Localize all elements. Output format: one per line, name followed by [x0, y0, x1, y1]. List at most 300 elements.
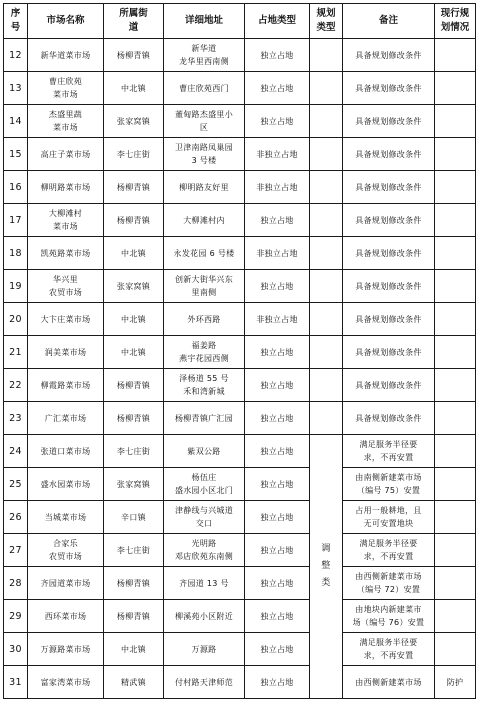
street — [104, 402, 164, 435]
note-line: 具备规划修改条件 — [355, 314, 422, 324]
row-number: 16 — [4, 171, 28, 204]
market-name — [28, 270, 104, 303]
address-line: 董甸路杰盛里小 — [174, 110, 234, 119]
row-number: 25 — [4, 468, 28, 501]
current-plan-status — [435, 72, 476, 105]
address-line: 永发花园 6 号楼 — [173, 248, 235, 258]
note-line: 求，不再安置 — [363, 651, 414, 660]
row-number: 22 — [4, 369, 28, 402]
row-number: 12 — [4, 39, 28, 72]
market-name-line: 杰盛里蔬 — [48, 110, 83, 119]
address — [164, 270, 245, 303]
current-plan-status — [435, 237, 476, 270]
market-name — [28, 138, 104, 171]
note-line: （编号 75）安置 — [356, 486, 421, 495]
street-line: 杨柳青镇 — [116, 215, 151, 225]
land-type: 独立占地 — [245, 435, 310, 468]
street-line: 杨柳青镇 — [116, 380, 151, 390]
table-row — [4, 600, 476, 633]
row-number: 14 — [4, 105, 28, 138]
street-line: 李七庄街 — [116, 446, 151, 456]
market-name-line: 盛水园菜市场 — [40, 479, 91, 489]
market-name-line: 农贸市场 — [48, 552, 83, 561]
street-line: 精武镇 — [121, 677, 146, 687]
market-name-line: 当城菜市场 — [44, 512, 87, 522]
current-plan-status: 防护 — [435, 666, 476, 699]
address — [164, 501, 245, 534]
plan-type-char: 调 — [321, 544, 331, 554]
row-number: 23 — [4, 402, 28, 435]
market-name-line: 菜市场 — [53, 123, 78, 132]
market-name — [28, 468, 104, 501]
land-type: 独立占地 — [245, 72, 310, 105]
note-line: 具备规划修改条件 — [355, 413, 422, 423]
note — [343, 468, 435, 501]
address-line: 付村路天津师范 — [174, 677, 234, 687]
note-line: 具备规划修改条件 — [355, 248, 422, 258]
note-line: 具备规划修改条件 — [355, 380, 422, 390]
address — [164, 204, 245, 237]
market-name — [28, 105, 104, 138]
market-name — [28, 39, 104, 72]
note — [343, 72, 435, 105]
address-line: 燕宇花园西侧 — [179, 354, 229, 363]
header-current-plan — [435, 4, 476, 39]
address-line: 里南侧 — [191, 288, 217, 297]
current-plan-status — [435, 435, 476, 468]
street — [104, 666, 164, 699]
plan-type — [310, 270, 343, 303]
street — [104, 39, 164, 72]
note-line: 求，不再安置 — [363, 453, 414, 462]
land-type: 独立占地 — [245, 336, 310, 369]
note-line: 满足服务半径要 — [359, 638, 418, 647]
land-type: 非独立占地 — [245, 171, 310, 204]
table-row — [4, 435, 476, 468]
address-line: 创新大街华兴东 — [174, 275, 234, 284]
table-row — [4, 303, 476, 336]
market-name — [28, 567, 104, 600]
table-row — [4, 666, 476, 699]
current-plan-status — [435, 633, 476, 666]
market-name-line: 大柳滩村 — [48, 209, 83, 218]
current-plan-status — [435, 105, 476, 138]
header-market-name — [28, 4, 104, 39]
note — [343, 567, 435, 600]
market-name-line: 万源路菜市场 — [40, 644, 91, 654]
street — [104, 567, 164, 600]
table-row — [4, 237, 476, 270]
address — [164, 336, 245, 369]
street-line: 杨柳青镇 — [116, 578, 151, 588]
plan-type — [310, 171, 343, 204]
street — [104, 303, 164, 336]
note-line: 具备规划修改条件 — [355, 281, 422, 291]
table-row — [4, 72, 476, 105]
market-name-line: 富家湾菜市场 — [40, 677, 91, 687]
street — [104, 435, 164, 468]
note-line: 具备规划修改条件 — [355, 149, 422, 159]
street-line: 张家窝镇 — [116, 281, 151, 291]
address-line: 盛水园小区北门 — [174, 486, 234, 495]
table-row — [4, 336, 476, 369]
note — [343, 237, 435, 270]
land-type: 独立占地 — [245, 567, 310, 600]
address — [164, 138, 245, 171]
address-line: 柳溪苑小区附近 — [174, 611, 234, 621]
current-plan-status — [435, 567, 476, 600]
current-plan-status — [435, 303, 476, 336]
land-type: 独立占地 — [245, 39, 310, 72]
address-line: 大柳滩村内 — [183, 215, 225, 225]
address — [164, 72, 245, 105]
note-line: 场（编号 76）安置 — [352, 618, 425, 627]
current-plan-status — [435, 171, 476, 204]
land-type: 独立占地 — [245, 105, 310, 138]
note-line: 具备规划修改条件 — [355, 215, 422, 225]
address-line: 外环西路 — [187, 314, 221, 324]
header-land-type — [245, 4, 310, 39]
current-plan-status — [435, 336, 476, 369]
street — [104, 171, 164, 204]
header-line: 市场名称 — [46, 15, 85, 26]
note — [343, 435, 435, 468]
row-number: 27 — [4, 534, 28, 567]
current-plan-status — [435, 270, 476, 303]
street-line: 中北镇 — [121, 314, 146, 324]
header-line: 类型 — [316, 22, 336, 33]
market-name — [28, 303, 104, 336]
current-plan-status — [435, 534, 476, 567]
market-name-line: 菜市场 — [53, 90, 78, 99]
land-type: 独立占地 — [245, 204, 310, 237]
market-name-line: 西环菜市场 — [44, 611, 87, 621]
market-name — [28, 402, 104, 435]
street-line: 杨柳青镇 — [116, 182, 151, 192]
address — [164, 468, 245, 501]
market-name — [28, 600, 104, 633]
note-line: 由南侧新建菜市场 — [355, 473, 422, 482]
plan-type — [310, 369, 343, 402]
table-row — [4, 468, 476, 501]
market-name-line: 柳霞路菜市场 — [40, 380, 91, 390]
note-line: 求，不再安置 — [363, 552, 414, 561]
table-container — [3, 3, 476, 699]
street-line: 中北镇 — [121, 347, 146, 357]
note — [343, 633, 435, 666]
street-line: 杨柳青镇 — [116, 611, 151, 621]
street-line: 中北镇 — [121, 644, 146, 654]
plan-type — [310, 303, 343, 336]
market-name-line: 农贸市场 — [48, 288, 83, 297]
row-number: 26 — [4, 501, 28, 534]
address-line: 新华道 — [191, 44, 217, 53]
row-number: 13 — [4, 72, 28, 105]
note-line: 具备规划修改条件 — [355, 347, 422, 357]
plan-type — [310, 237, 343, 270]
table-row — [4, 534, 476, 567]
land-type: 独立占地 — [245, 600, 310, 633]
plan-type-char: 类 — [321, 578, 331, 588]
note-line: 无可安置地块 — [363, 519, 414, 528]
table-row — [4, 105, 476, 138]
plan-type — [310, 336, 343, 369]
address-line: 龙华里西南侧 — [179, 57, 229, 66]
street-line: 中北镇 — [121, 248, 146, 258]
header-address — [164, 4, 245, 39]
address — [164, 567, 245, 600]
header-line: 详细地址 — [184, 15, 223, 26]
address-line: 3 号楼 — [191, 156, 217, 165]
plan-type-adjust — [310, 435, 343, 699]
note-line: 具备规划修改条件 — [355, 116, 422, 126]
street-line: 中北镇 — [121, 83, 146, 93]
address — [164, 435, 245, 468]
land-type: 独立占地 — [245, 369, 310, 402]
street — [104, 204, 164, 237]
header-note — [343, 4, 435, 39]
note-line: 由西侧新建菜市场 — [355, 677, 422, 687]
header-line: 道 — [128, 22, 139, 33]
market-name — [28, 171, 104, 204]
note — [343, 39, 435, 72]
street-line: 李七庄街 — [116, 149, 151, 159]
land-type: 独立占地 — [245, 666, 310, 699]
market-name — [28, 72, 104, 105]
row-number: 24 — [4, 435, 28, 468]
plan-type — [310, 138, 343, 171]
land-type: 独立占地 — [245, 501, 310, 534]
row-number: 19 — [4, 270, 28, 303]
street-line: 张家窝镇 — [116, 479, 151, 489]
table-body — [4, 39, 476, 699]
row-number: 18 — [4, 237, 28, 270]
street — [104, 501, 164, 534]
street-line: 辛口镇 — [121, 512, 146, 522]
street — [104, 600, 164, 633]
plan-type — [310, 204, 343, 237]
market-name-line: 凯苑路菜市场 — [40, 248, 91, 258]
current-plan-status — [435, 468, 476, 501]
plan-type — [310, 72, 343, 105]
header-line: 占地类型 — [257, 15, 296, 26]
row-number: 30 — [4, 633, 28, 666]
market-name-line: 齐园道菜市场 — [40, 578, 91, 588]
market-name-line: 华兴里 — [53, 275, 78, 284]
note — [343, 666, 435, 699]
market-name — [28, 633, 104, 666]
street — [104, 138, 164, 171]
current-plan-status — [435, 369, 476, 402]
land-type: 独立占地 — [245, 270, 310, 303]
row-number: 17 — [4, 204, 28, 237]
address — [164, 633, 245, 666]
note — [343, 171, 435, 204]
address — [164, 303, 245, 336]
market-name-line: 曹庄欣苑 — [48, 77, 83, 86]
land-type: 非独立占地 — [245, 237, 310, 270]
note — [343, 402, 435, 435]
address-line: 交口 — [195, 519, 213, 528]
table-row — [4, 633, 476, 666]
address-line: 禾和湾新城 — [183, 387, 225, 396]
street-line: 杨柳青镇 — [116, 50, 151, 60]
market-name — [28, 666, 104, 699]
market-name — [28, 369, 104, 402]
street — [104, 633, 164, 666]
address-line: 光明路 — [191, 539, 217, 548]
current-plan-status — [435, 501, 476, 534]
street — [104, 534, 164, 567]
table-row — [4, 39, 476, 72]
header-line: 备注 — [378, 15, 398, 26]
note — [343, 534, 435, 567]
address — [164, 237, 245, 270]
row-number: 31 — [4, 666, 28, 699]
row-number: 21 — [4, 336, 28, 369]
table-row — [4, 204, 476, 237]
market-name — [28, 534, 104, 567]
header-line: 序 — [10, 8, 21, 19]
market-table — [3, 3, 476, 699]
address-line: 福姜路 — [191, 341, 217, 350]
address-line: 柳明路友好里 — [179, 182, 229, 192]
note — [343, 138, 435, 171]
street-line: 张家窝镇 — [116, 116, 151, 126]
header-no — [4, 4, 28, 39]
header-plan-type — [310, 4, 343, 39]
row-number: 29 — [4, 600, 28, 633]
note-line: 由西侧新建菜市场 — [355, 572, 422, 581]
address-line: 齐园道 13 号 — [179, 578, 229, 588]
note-line: 满足服务半径要 — [359, 440, 418, 449]
street-line: 杨柳青镇 — [116, 413, 151, 423]
market-name-line: 新华道菜市场 — [40, 50, 91, 60]
address — [164, 600, 245, 633]
market-name — [28, 336, 104, 369]
land-type: 非独立占地 — [245, 303, 310, 336]
street — [104, 336, 164, 369]
street — [104, 105, 164, 138]
address-line: 区 — [199, 123, 209, 132]
street — [104, 369, 164, 402]
market-name — [28, 501, 104, 534]
market-name — [28, 435, 104, 468]
note-line: 具备规划修改条件 — [355, 182, 422, 192]
address-line: 杨柳青镇广汇园 — [174, 413, 234, 423]
current-plan-status — [435, 600, 476, 633]
header-line: 现行规 — [440, 8, 470, 19]
note — [343, 105, 435, 138]
market-name-line: 合家乐 — [53, 539, 78, 548]
address — [164, 39, 245, 72]
address-line: 泽杨道 55 号 — [179, 374, 229, 383]
market-name-line: 柳明路菜市场 — [40, 182, 91, 192]
note-line: 满足服务半径要 — [359, 539, 418, 548]
address — [164, 369, 245, 402]
land-type: 非独立占地 — [245, 138, 310, 171]
address-line: 杨伍庄 — [191, 473, 217, 482]
note — [343, 303, 435, 336]
header-line: 划情况 — [440, 22, 470, 33]
market-name-line: 大卞庄菜市场 — [40, 314, 91, 324]
table-row — [4, 402, 476, 435]
table-row — [4, 270, 476, 303]
table-row — [4, 138, 476, 171]
address-line: 万源路 — [191, 644, 217, 654]
note — [343, 369, 435, 402]
note — [343, 501, 435, 534]
street — [104, 468, 164, 501]
note — [343, 270, 435, 303]
market-name-line: 菜市场 — [53, 222, 78, 231]
market-name-line: 高庄子菜市场 — [40, 149, 91, 159]
note-line: 由地块内新建菜市 — [355, 605, 422, 614]
note — [343, 336, 435, 369]
note-line: 占用一般耕地，且 — [355, 506, 422, 515]
address-line: 卫津南路凤巢园 — [174, 143, 234, 152]
address — [164, 402, 245, 435]
note-line: 具备规划修改条件 — [355, 83, 422, 93]
row-number: 15 — [4, 138, 28, 171]
market-name — [28, 237, 104, 270]
address — [164, 171, 245, 204]
note — [343, 600, 435, 633]
address — [164, 666, 245, 699]
table-row — [4, 501, 476, 534]
plan-type — [310, 402, 343, 435]
note — [343, 204, 435, 237]
table-row — [4, 567, 476, 600]
address-line: 津静线与兴城道 — [174, 506, 234, 515]
land-type: 独立占地 — [245, 534, 310, 567]
header-street — [104, 4, 164, 39]
current-plan-status — [435, 138, 476, 171]
header-line: 号 — [10, 22, 21, 33]
plan-type — [310, 39, 343, 72]
plan-type-char: 整 — [321, 561, 331, 571]
table-row — [4, 369, 476, 402]
row-number: 28 — [4, 567, 28, 600]
address-line: 邓店欣苑东南侧 — [174, 552, 234, 561]
address-line: 紫双公路 — [187, 446, 221, 456]
current-plan-status — [435, 39, 476, 72]
land-type: 独立占地 — [245, 402, 310, 435]
table-row — [4, 171, 476, 204]
note-line: 具备规划修改条件 — [355, 50, 422, 60]
street — [104, 72, 164, 105]
address — [164, 534, 245, 567]
note-line: （编号 72）安置 — [356, 585, 421, 594]
market-name — [28, 204, 104, 237]
row-number: 20 — [4, 303, 28, 336]
address — [164, 105, 245, 138]
plan-type — [310, 105, 343, 138]
street-line: 李七庄街 — [116, 545, 151, 555]
address-line: 曹庄欣苑西门 — [179, 83, 229, 93]
street — [104, 237, 164, 270]
header-row — [4, 4, 476, 39]
header-line: 所属街 — [119, 8, 148, 19]
land-type: 独立占地 — [245, 468, 310, 501]
current-plan-status — [435, 204, 476, 237]
current-plan-status — [435, 402, 476, 435]
market-name-line: 张道口菜市场 — [40, 446, 91, 456]
header-line: 规划 — [316, 8, 336, 19]
market-name-line: 广汇菜市场 — [44, 413, 87, 423]
land-type: 独立占地 — [245, 633, 310, 666]
street — [104, 270, 164, 303]
